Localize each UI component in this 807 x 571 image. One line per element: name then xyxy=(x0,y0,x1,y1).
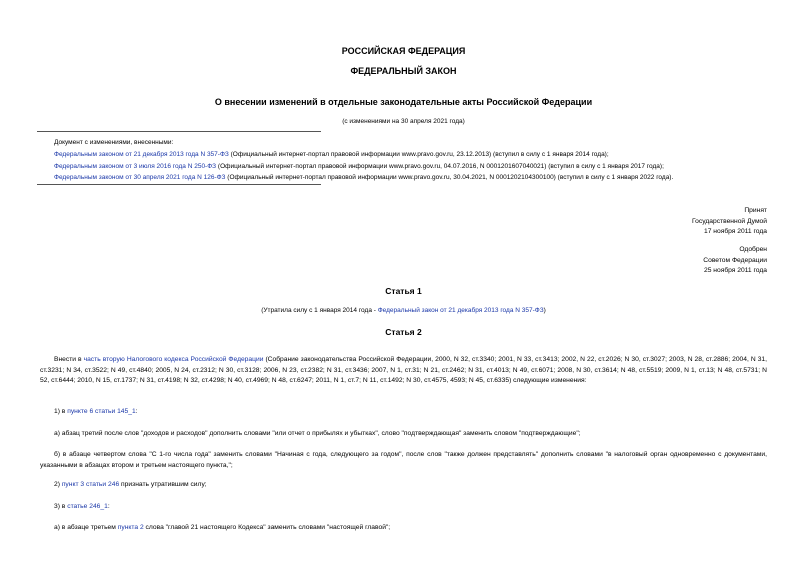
item-2-link[interactable]: пункт 3 статьи 246 xyxy=(61,481,120,488)
changes-intro: Документ с изменениями, внесенными: xyxy=(54,139,174,146)
law-title: О внесении изменений в отдельные законодательные акты Российской Федерации xyxy=(214,97,593,107)
tax-code-link[interactable]: часть вторую Налогового кодекса Российской Федерации xyxy=(83,356,264,363)
item-3-link[interactable]: статье 246_1 xyxy=(67,503,108,510)
article-1-title: Статья 1 xyxy=(385,286,422,296)
item-2: 2) пункт 3 статьи 246 признать утратившим силу; xyxy=(54,481,207,488)
item-1: 1) в пункте 6 статьи 145_1: xyxy=(54,408,138,415)
revision-note: (с изменениями на 30 апреля 2021 года) xyxy=(342,118,465,125)
item-1a: а) абзац третий после слов "доходов и расходов" дополнить словами "или отчет о прибылях и убытках", слово "подтверждающая" заменить словом "подтверждающие"; xyxy=(54,430,581,437)
adoption-duma: Принят Государственной Думой 17 ноября 2011 года xyxy=(692,207,767,236)
item-3a: а) в абзаце третьем пункта 2 слова "главой 21 настоящего Кодекса" заменить словами "настоящей главой"; xyxy=(54,524,391,531)
changes-bottom-divider xyxy=(37,184,321,185)
change-item: Федеральным законом от 30 апреля 2021 года N 126-ФЗ (Официальный интернет-портал правовой информации www.pravo.gov.ru, 30.04.2021, N 0001202104300100) (вступил в силу с 1 января 2022 года). xyxy=(54,174,674,182)
item-3a-link[interactable]: пункта 2 xyxy=(117,524,144,531)
item-3: 3) в статье 246_1: xyxy=(54,503,110,510)
country-heading: РОССИЙСКАЯ ФЕДЕРАЦИЯ xyxy=(341,46,466,56)
change-law-link[interactable]: Федеральным законом от 3 июля 2016 года N 250-ФЗ xyxy=(54,162,217,170)
changes-top-divider xyxy=(37,131,321,132)
article-2-title: Статья 2 xyxy=(385,327,422,337)
law-type-heading: ФЕДЕРАЛЬНЫЙ ЗАКОН xyxy=(350,66,457,76)
change-law-link[interactable]: Федеральным законом от 30 апреля 2021 года N 126-ФЗ xyxy=(54,174,226,182)
change-item: Федеральным законом от 21 декабря 2013 года N 357-ФЗ (Официальный интернет-портал правовой информации www.pravo.gov.ru, 23.12.2013) (вступил в силу с 1 января 2014 года); xyxy=(54,150,609,158)
changes-block xyxy=(54,137,673,184)
change-law-link[interactable]: Федеральным законом от 21 декабря 2013 года N 357-ФЗ xyxy=(54,150,229,158)
item-1-link[interactable]: пункте 6 статьи 145_1 xyxy=(67,408,136,415)
adoption-federation-council: Одобрен Советом Федерации 25 ноября 2011 года xyxy=(703,246,767,275)
article-2-intro: Внести в часть вторую Налогового кодекса Российской Федерации (Собрание законодательства Российской Федерации, 2000, N 32, ст.3340; 2001, N 33, ст.3413; 2002, N 22, ст.2026; N 30, ст.3027; 2003, N 28, ст.2886; 2004, N 31, ст.3231; N 34, ст.3522; N 49, ст.4840; 2005, N 24, ст.2312; N 30, ст.3128; 2006, N 23, ст.2382; N 31, ст.3436; 2007, N 1, ст.31; N 21, ст.2462; N 31, ст.4013; N 49, ст.6071; 2008, N 30, ст.3614; N 48, ст.5519; 2009, N 1, ст.13; N 48, ст.5731; N 52, ст.6444; 2010, N 15, ст.1737; N 31, ст.4198; N 32, ст.4298; N 40, ст.4969; N 48, ст.6247; 2011, N 1, ст.7; N 11, ст.1492; N 30, ст.4575, 4593; N 45, ст.6335) следующие изменения: xyxy=(40,356,767,384)
article-1-law-link[interactable]: Федеральный закон от 21 декабря 2013 года N 357-ФЗ xyxy=(377,307,544,314)
item-1b: б) в абзаце четвертом слова "С 1-го числа года" заменить словами "Начиная с года, следующего за годом", после слов "также должен представлять" дополнить словами "в налоговый орган одновременно с документами, указанными в абзацах втором и третьем настоящего пункта,"; xyxy=(40,451,767,469)
article-1-note: (Утратила силу с 1 января 2014 года - Федеральный закон от 21 декабря 2013 года N 357-ФЗ) xyxy=(261,307,546,314)
change-item: Федеральным законом от 3 июля 2016 года N 250-ФЗ (Официальный интернет-портал правовой информации www.pravo.gov.ru, 04.07.2016, N 0001201607040021) (вступил в силу с 1 января 2017 года); xyxy=(54,162,664,170)
